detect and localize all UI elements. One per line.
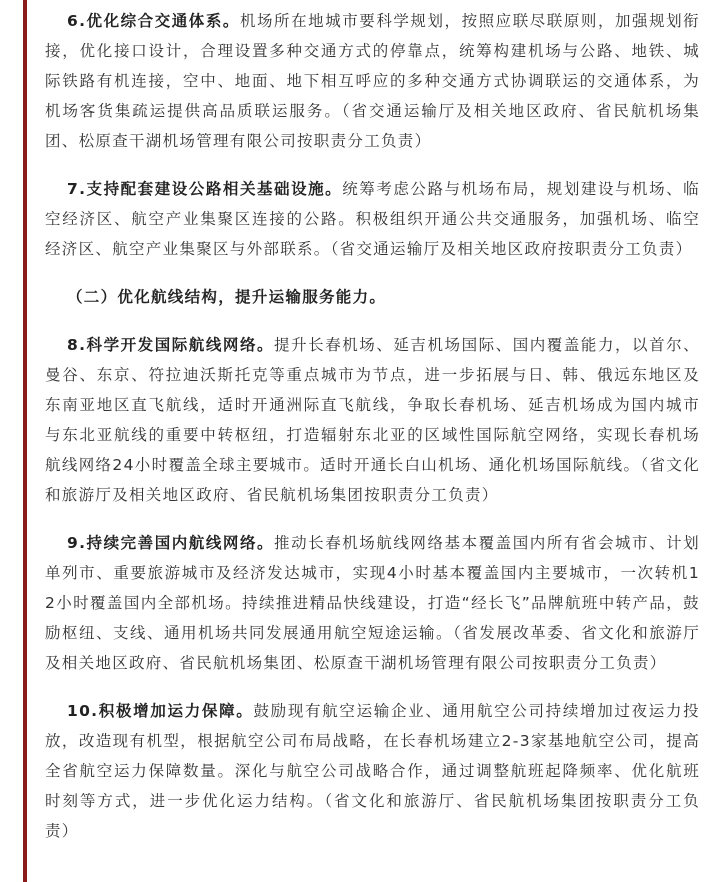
paragraph-body: 提升长春机场、延吉机场国际、国内覆盖能力，以首尔、曼谷、东京、符拉迪沃斯托克等重点城市为节点，进一步拓展与日、韩、俄远东地区及东南亚地区直飞航线，适时开通洲际直飞航线，争取长春机场、延吉机场成为国内城市与东北亚航线的重要中转枢纽，打造辐射东北亚的区域性国际航空网络，实现长春机场航线网络24小时覆盖全球主要城市。适时开通长白山机场、通化机场国际航线。（省文化和旅游厅及相关地区政府、省民航机场集团按职责分工负责）: [45, 336, 700, 504]
paragraph-heading: 10.积极增加运力保障。: [67, 702, 254, 720]
paragraph-heading: 9.持续完善国内航线网络。: [67, 534, 275, 552]
paragraph-heading: 8.科学开发国际航线网络。: [67, 336, 275, 354]
accent-vertical-rule: [23, 0, 27, 882]
paragraph-body: 推动长春机场航线网络基本覆盖国内所有省会城市、计划单列市、重要旅游城市及经济发达城市，实现4小时基本覆盖国内主要城市，一次转机12小时覆盖国内全部机场。持续推进精品快线建设，打造“经长飞”品牌航班中转产品，鼓励枢纽、支线、通用机场共同发展通用航空短途运输。（省发展改革委、省文化和旅游厅及相关地区政府、省民航机场集团、松原查干湖机场管理有限公司按职责分工负责）: [45, 534, 700, 672]
paragraph-body: 机场所在地城市要科学规划，按照应联尽联原则，加强规划衔接，优化接口设计，合理设置多种交通方式的停靠点，统筹构建机场与公路、地铁、城际铁路有机连接，空中、地面、地下相互呼应的多种交通方式协调联运的交通体系，为机场客货集疏运提供高品质联运服务。（省交通运输厅及相关地区政府、省民航机场集团、松原查干湖机场管理有限公司按职责分工负责）: [45, 12, 700, 150]
paragraph-item-7: [45, 174, 700, 264]
left-margin-bar: [0, 0, 27, 882]
paragraph-item-6: [45, 6, 700, 156]
paragraph-body: 统筹考虑公路与机场布局，规划建设与机场、临空经济区、航空产业集聚区连接的公路。积极组织开通公共交通服务，加强机场、临空经济区、航空产业集聚区与外部联系。（省交通运输厅及相关地区政府按职责分工负责）: [45, 180, 700, 258]
paragraph-body: 鼓励现有航空运输企业、通用航空公司持续增加过夜运力投放，改造现有机型，根据航空公司布局战略，在长春机场建立2-3家基地航空公司，提高全省航空运力保障数量。深化与航空公司战略合作，通过调整航班起降频率、优化航班时刻等方式，进一步优化运力结构。（省文化和旅游厅、省民航机场集团按职责分工负责）: [45, 702, 700, 840]
paragraph-item-10: [45, 696, 700, 846]
paragraph-item-8: [45, 330, 700, 510]
article-content: [45, 6, 700, 864]
section-title: （二）优化航线结构，提升运输服务能力。: [67, 288, 387, 306]
paragraph-heading: 7.支持配套建设公路相关基础设施。: [67, 180, 343, 198]
paragraph-item-9: [45, 528, 700, 678]
paragraph-heading: 6.优化综合交通体系。: [67, 12, 240, 30]
